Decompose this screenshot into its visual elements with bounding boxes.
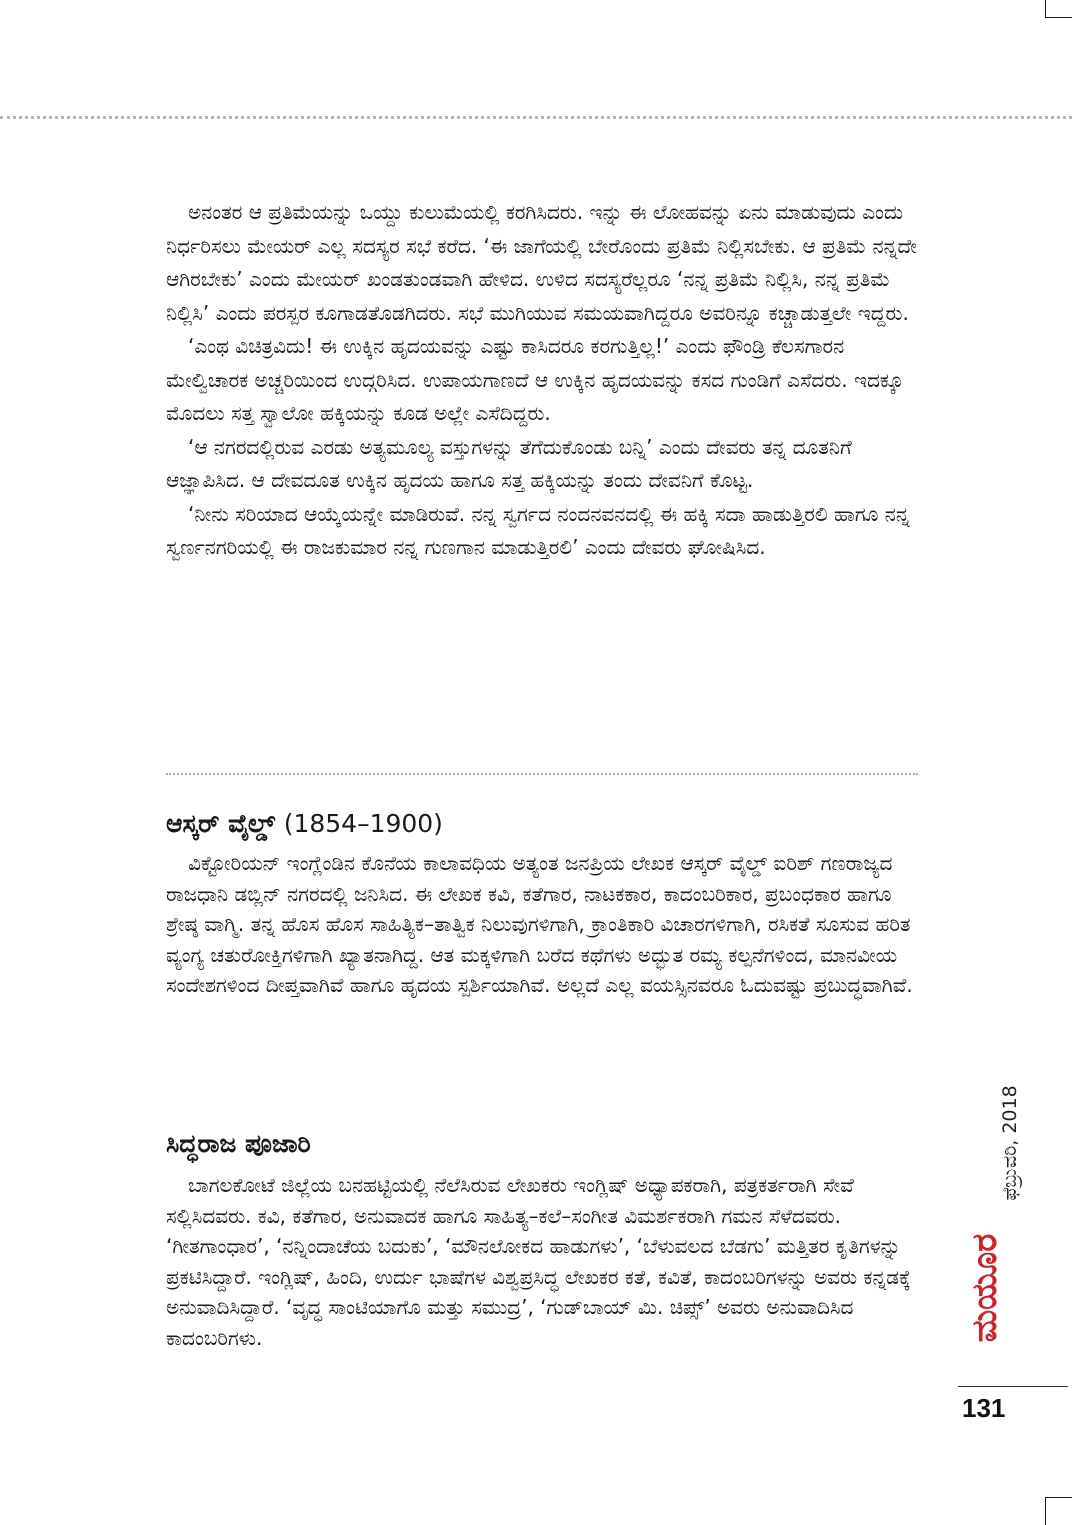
story-paragraph: ‘ಆ ನಗರದಲ್ಲಿರುವ ಎರಡು ಅತ್ಯಮೂಲ್ಯ ವಸ್ತುಗಳನ್ನು ತೆಗೆದುಕೊಂಡು ಬನ್ನಿ’ ಎಂದು ದೇವರು ತನ್ನ ದೂತನಿಗೆ ಆಜ್ಞಾಪಿಸಿದ. ಆ ದೇವದೂತ ಉಕ್ಕಿನ ಹೃದಯ ಹಾಗೂ ಸತ್ತ ಹಕ್ಕಿಯನ್ನು ತಂದು ದೇವನಿಗೆ ಕೊಟ್ಟ. [166, 434, 852, 492]
magazine-logo: ಮಯೂರ [965, 1233, 1005, 1343]
issue-date: ಫೆಬ್ರುವರಿ, 2018 [999, 1085, 1021, 1201]
story-paragraph: ‘ಎಂಥ ವಿಚಿತ್ರವಿದು! ಈ ಉಕ್ಕಿನ ಹೃದಯವನ್ನು ಎಷ್ಟು ಕಾಸಿದರೂ ಕರಗುತ್ತಿಲ್ಲ!’ ಎಂದು ಫೌಂಡ್ರಿ ಕೆಲಸಗಾರನ ಮೇಲ್ವಿಚಾರಕ ಅಚ್ಚರಿಯಿಂದ ಉದ್ಗರಿಸಿದ. ಉಪಾಯಗಾಣದೆ ಆ ಉಕ್ಕಿನ ಹೃದಯವನ್ನು ಕಸದ ಗುಂಡಿಗೆ ಎಸೆದರು. ಇದಕ್ಕೂ ಮೊದಲು ಸತ್ತ ಸ್ವಾಲೋ ಹಕ್ಕಿಯನ್ನು ಕೂಡ ಅಲ್ಲೇ ಎಸೆದಿದ್ದರು. [166, 334, 904, 425]
author-name: ಆಸ್ಕರ್ ವೈಲ್ಡ್ [166, 809, 275, 838]
page-number: 131 [962, 1393, 1006, 1423]
translator-bio-heading [166, 1128, 311, 1160]
story-text [166, 196, 918, 565]
section-dotted-divider [166, 773, 918, 775]
story-paragraph: ‘ನೀನು ಸರಿಯಾದ ಆಯ್ಕೆಯನ್ನೇ ಮಾಡಿರುವೆ. ನನ್ನ ಸ್ವರ್ಗದ ನಂದನವನದಲ್ಲಿ ಈ ಹಕ್ಕಿ ಸದಾ ಹಾಡುತ್ತಿರಲಿ ಹಾಗೂ ನನ್ನ ಸ್ವರ್ಣನಗರಿಯಲ್ಲಿ ಈ ರಾಜಕುಮಾರ ನನ್ನ ಗುಣಗಾನ ಮಾಡುತ್ತಿರಲಿ’ ಎಂದು ದೇವರು ಘೋಷಿಸಿದ. [166, 501, 910, 559]
author-bio-text: ವಿಕ್ಟೋರಿಯನ್ ಇಂಗ್ಲೆಂಡಿನ ಕೊನೆಯ ಕಾಲಾವಧಿಯ ಅತ್ಯಂತ ಜನಪ್ರಿಯ ಲೇಖಕ ಆಸ್ಕರ್ ವೈಲ್ಡ್ ಐರಿಶ್ ಗಣರಾಜ್ಯದ ರಾಜಧಾನಿ ಡಬ್ಲಿನ್ ನಗರದಲ್ಲಿ ಜನಿಸಿದ. ಈ ಲೇಖಕ ಕವಿ, ಕತೆಗಾರ, ನಾಟಕಕಾರ, ಕಾದಂಬರಿಕಾರ, ಪ್ರಬಂಧಕಾರ ಹಾಗೂ ಶ್ರೇಷ್ಠ ವಾಗ್ಮಿ. ತನ್ನ ಹೊಸ ಹೊಸ ಸಾಹಿತ್ಯಿಕ–ತಾತ್ವಿಕ ನಿಲುವುಗಳಿಗಾಗಿ, ಕ್ರಾಂತಿಕಾರಿ ವಿಚಾರಗಳಿಗಾಗಿ, ರಸಿಕತೆ ಸೂಸುವ ಹರಿತ ವ್ಯಂಗ್ಯ ಚತುರೋಕ್ತಿಗಳಿಗಾಗಿ ಖ್ಯಾತನಾಗಿದ್ದ. ಆತ ಮಕ್ಕಳಿಗಾಗಿ ಬರೆದ ಕಥೆಗಳು ಅದ್ಭುತ ರಮ್ಯ ಕಲ್ಪನೆಗಳಿಂದ, ಮಾನವೀಯ ಸಂದೇಶಗಳಿಂದ ದೀಪ್ತವಾಗಿವೆ ಹಾಗೂ ಹೃದಯ ಸ್ಪರ್ಶಿಯಾಗಿವೆ. ಅಲ್ಲದೆ ಎಲ್ಲ ವಯಸ್ಸಿನವರೂ ಓದುವಷ್ಟು ಪ್ರಬುದ್ಧವಾಗಿವೆ. [166, 851, 913, 997]
page-number-rule [958, 1386, 1068, 1387]
author-bio-heading [166, 808, 443, 840]
crop-mark-bottom-right [1045, 1497, 1072, 1525]
crop-mark-top-right [1045, 0, 1072, 18]
translator-name: ಸಿದ್ಧರಾಜ ಪೂಜಾರಿ [166, 1129, 311, 1158]
translator-bio-text: ಬಾಗಲಕೋಟೆ ಜಿಲ್ಲೆಯ ಬನಹಟ್ಟಿಯಲ್ಲಿ ನೆಲೆಸಿರುವ ಲೇಖಕರು ಇಂಗ್ಲಿಷ್ ಅಧ್ಯಾಪಕರಾಗಿ, ಪತ್ರಕರ್ತರಾಗಿ ಸೇವೆ ಸಲ್ಲಿಸಿದವರು. ಕವಿ, ಕತೆಗಾರ, ಅನುವಾದಕ ಹಾಗೂ ಸಾಹಿತ್ಯ–ಕಲೆ–ಸಂಗೀತ ವಿಮರ್ಶಕರಾಗಿ ಗಮನ ಸೆಳೆದವರು. ‘ಗೀತಗಾಂಧಾರ’, ‘ನನ್ನಿಂದಾಚೆಯ ಬದುಕು’, ‘ಮೌನಲೋಕದ ಹಾಡುಗಳು’, ‘ಬೆಳುವಲದ ಬೆಡಗು’ ಮತ್ತಿತರ ಕೃತಿಗಳನ್ನು ಪ್ರಕಟಿಸಿದ್ದಾರೆ. ಇಂಗ್ಲಿಷ್, ಹಿಂದಿ, ಉರ್ದು ಭಾಷೆಗಳ ವಿಶ್ವಪ್ರಸಿದ್ಧ ಲೇಖಕರ ಕತೆ, ಕವಿತೆ, ಕಾದಂಬರಿಗಳನ್ನು ಅವರು ಕನ್ನಡಕ್ಕೆ ಅನುವಾದಿಸಿದ್ದಾರೆ. ‘ವೃದ್ಧ ಸಾಂಟಿಯಾಗೊ ಮತ್ತು ಸಮುದ್ರ’, ‘ಗುಡ್‌ಬಾಯ್ ಮಿ. ಚಿಪ್ಸ್’ ಅವರು ಅನುವಾದಿಸಿದ ಕಾದಂಬರಿಗಳು. [166, 1173, 911, 1350]
story-paragraph: ಅನಂತರ ಆ ಪ್ರತಿಮೆಯನ್ನು ಒಯ್ದು ಕುಲುಮೆಯಲ್ಲಿ ಕರಗಿಸಿದರು. ಇನ್ನು ಈ ಲೋಹವನ್ನು ಏನು ಮಾಡುವುದು ಎಂದು ನಿರ್ಧರಿಸಲು ಮೇಯರ್ ಎಲ್ಲ ಸದಸ್ಯರ ಸಭೆ ಕರೆದ. ‘ಈ ಜಾಗೆಯಲ್ಲಿ ಬೇರೊಂದು ಪ್ರತಿಮೆ ನಿಲ್ಲಿಸಬೇಕು. ಆ ಪ್ರತಿಮೆ ನನ್ನದೇ ಆಗಿರಬೇಕು’ ಎಂದು ಮೇಯರ್ ಖಂಡತುಂಡವಾಗಿ ಹೇಳಿದ. ಉಳಿದ ಸದಸ್ಯರೆಲ್ಲರೂ ‘ನನ್ನ ಪ್ರತಿಮೆ ನಿಲ್ಲಿಸಿ, ನನ್ನ ಪ್ರತಿಮೆ ನಿಲ್ಲಿಸಿ’ ಎಂದು ಪರಸ್ಪರ ಕೂಗಾಡತೊಡಗಿದರು. ಸಭೆ ಮುಗಿಯುವ ಸಮಯವಾಗಿದ್ದರೂ ಅವರಿನ್ನೂ ಕಚ್ಚಾಡುತ್ತಲೇ ಇದ್ದರು. [166, 200, 917, 325]
author-years: (1854–1900) [283, 809, 443, 838]
top-dotted-divider [0, 116, 1072, 119]
